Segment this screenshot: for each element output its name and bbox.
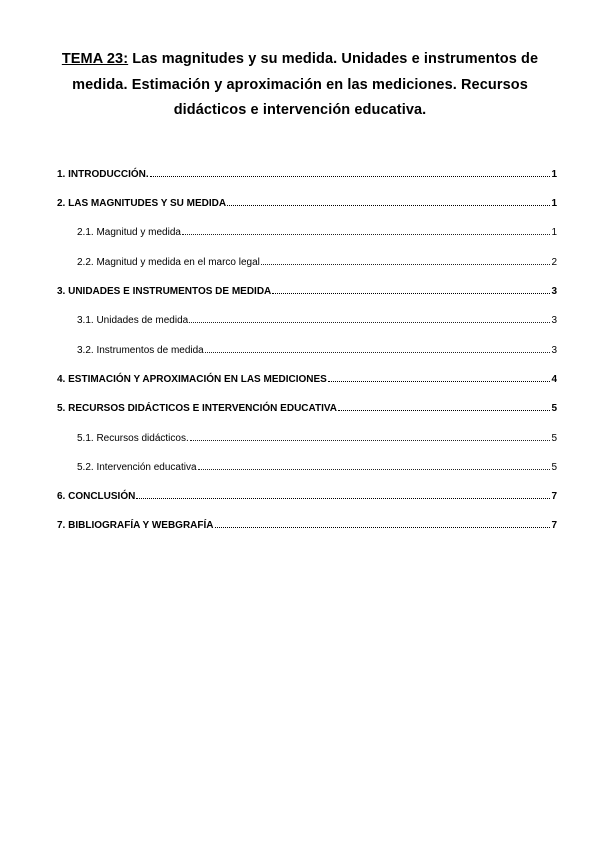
toc-entry-page: 2: [551, 257, 557, 268]
toc-leader-dots: [189, 313, 550, 323]
toc-entry-recursos-didacticos[interactable]: [77, 431, 557, 445]
toc-entry-label: 3.2. Instrumentos de medida: [77, 345, 204, 356]
toc-entry-page: 7: [551, 520, 557, 531]
toc-leader-dots: [227, 196, 550, 206]
toc-entry-label: 1. INTRODUCCIÓN.: [57, 169, 149, 180]
toc-entry-page: 5: [551, 433, 557, 444]
toc-entry-page: 7: [551, 491, 557, 502]
toc-entry-page: 1: [551, 227, 557, 238]
toc-entry-intervencion-educativa[interactable]: [77, 460, 557, 474]
tema-number: TEMA 23:: [61, 51, 129, 67]
toc-entry-page: 5: [551, 403, 557, 414]
tema-text: Las magnitudes y su medida. Unidades e instrumentos de medida. Estimación y aproximación en las mediciones. Recursos didácticos e intervención educativa.: [72, 51, 539, 118]
toc-leader-dots: [182, 225, 550, 235]
toc-entry-page: 1: [551, 198, 557, 209]
toc-entry-page: 3: [551, 315, 557, 326]
toc-entry-page: 1: [551, 169, 557, 180]
toc-leader-dots: [338, 401, 550, 411]
toc-entry-label: 5.2. Intervención educativa: [77, 462, 197, 473]
toc-entry-label: 5.1. Recursos didácticos.: [77, 433, 189, 444]
toc-entry-recursos-intervencion[interactable]: [57, 401, 557, 415]
toc-entry-unidades-medida[interactable]: [77, 313, 557, 327]
toc-entry-unidades-instrumentos[interactable]: [57, 284, 557, 298]
toc-entry-introduccion[interactable]: [57, 167, 557, 181]
toc-entry-label: 2.2. Magnitud y medida en el marco legal: [77, 257, 260, 268]
toc-entry-label: 4. ESTIMACIÓN Y APROXIMACIÓN EN LAS MEDICIONES: [57, 374, 327, 385]
toc-entry-page: 3: [551, 286, 557, 297]
toc-entry-page: 3: [551, 345, 557, 356]
toc-leader-dots: [190, 431, 551, 441]
toc-leader-dots: [272, 284, 550, 294]
toc-entry-page: 4: [551, 374, 557, 385]
toc-leader-dots: [205, 343, 551, 353]
toc-entry-page: 5: [551, 462, 557, 473]
toc-entry-bibliografia[interactable]: [57, 518, 557, 532]
toc-entry-label: 6. CONCLUSIÓN: [57, 491, 136, 502]
toc-leader-dots: [136, 489, 550, 499]
toc-entry-magnitud-medida[interactable]: [77, 225, 557, 239]
toc-leader-dots: [215, 518, 551, 528]
toc-entry-label: 3.1. Unidades de medida: [77, 315, 189, 326]
toc-leader-dots: [150, 167, 551, 177]
toc-leader-dots: [198, 460, 551, 470]
toc-leader-dots: [261, 255, 551, 265]
toc-entry-estimacion[interactable]: [57, 372, 557, 386]
toc-entry-conclusion[interactable]: [57, 489, 557, 503]
toc-entry-instrumentos-medida[interactable]: [77, 343, 557, 357]
toc-entry-label: 7. BIBLIOGRAFÍA Y WEBGRAFÍA: [57, 520, 214, 531]
toc-entry-marco-legal[interactable]: [77, 255, 557, 269]
toc-entry-label: 5. RECURSOS DIDÁCTICOS E INTERVENCIÓN EDUCATIVA: [57, 403, 338, 414]
toc-entry-label: 2. LAS MAGNITUDES Y SU MEDIDA: [57, 198, 227, 209]
toc-entry-label: 3. UNIDADES E INSTRUMENTOS DE MEDIDA: [57, 286, 272, 297]
toc-leader-dots: [328, 372, 551, 382]
toc-entry-label: 2.1. Magnitud y medida: [77, 227, 181, 238]
toc-entry-magnitudes[interactable]: [57, 196, 557, 210]
